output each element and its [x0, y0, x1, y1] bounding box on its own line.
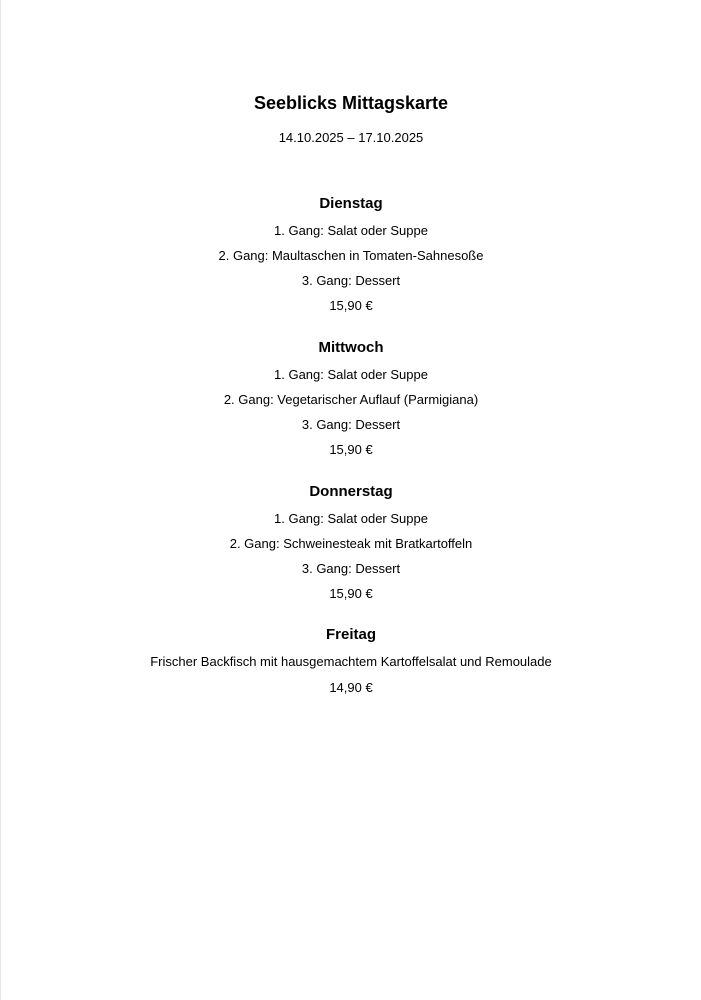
date-range: 14.10.2025 – 17.10.2025	[278, 130, 424, 145]
day-heading-freitag: Freitag	[325, 626, 376, 643]
menu-line: 1. Gang: Salat oder Suppe	[274, 223, 428, 238]
menu-line: 3. Gang: Dessert	[301, 417, 401, 432]
menu-line: 3. Gang: Dessert	[301, 561, 401, 576]
price: 15,90 €	[329, 298, 373, 313]
price: 15,90 €	[329, 586, 373, 601]
menu-line: 1. Gang: Salat oder Suppe	[274, 511, 428, 526]
menu-line: 2. Gang: Schweinesteak mit Bratkartoffeln	[229, 536, 473, 551]
menu-line: 2. Gang: Maultaschen in Tomaten-Sahnesoße	[218, 248, 484, 263]
day-heading-dienstag: Dienstag	[319, 195, 383, 212]
day-heading-mittwoch: Mittwoch	[318, 339, 384, 356]
menu-line: 2. Gang: Vegetarischer Auflauf (Parmigiana)	[223, 392, 479, 407]
menu-line: 1. Gang: Salat oder Suppe	[274, 367, 428, 382]
price: 15,90 €	[329, 442, 373, 457]
menu-line: Frischer Backfisch mit hausgemachtem Kartoffelsalat und Remoulade	[150, 654, 552, 669]
menu-line: 3. Gang: Dessert	[301, 273, 401, 288]
day-heading-donnerstag: Donnerstag	[309, 483, 393, 500]
page-title: Seeblicks Mittagskarte	[253, 93, 449, 113]
price: 14,90 €	[329, 680, 373, 695]
